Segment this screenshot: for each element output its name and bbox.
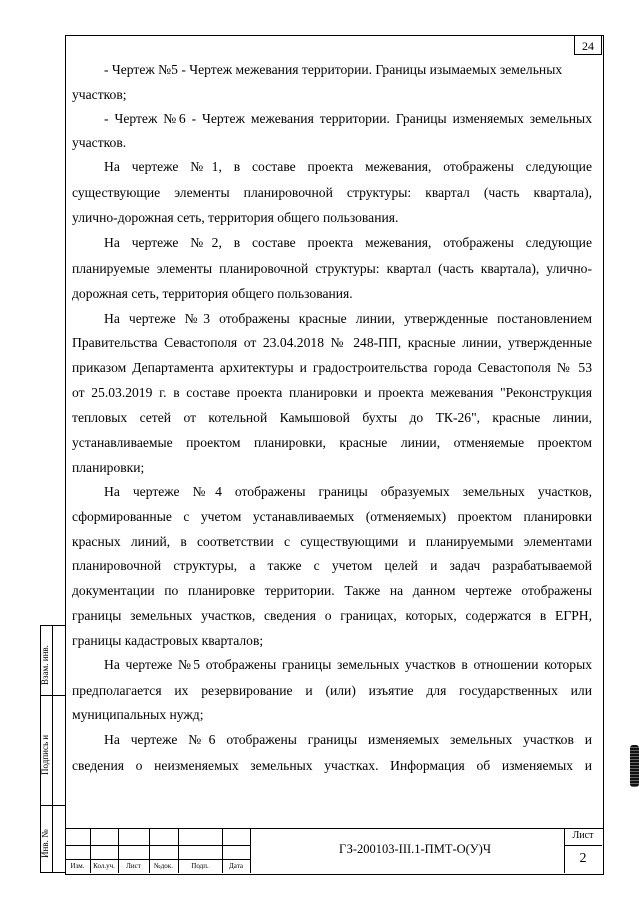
title-block-col-line [250, 828, 251, 873]
text-line: На чертеже №2, в составе проекта межевания, отображены следующие [104, 235, 592, 250]
title-block-top-line [65, 828, 603, 829]
text-line: приказом Департамента архитектуры и градостроительства города Севастополя № 53 [72, 360, 592, 375]
side-stamp-divider [52, 625, 66, 873]
text-line: На чертеже №6 отображены границы изменяемых земельных участков и [104, 732, 592, 747]
text-line: планируемые элементы планировочной структуры: квартал (часть квартала), улично- [72, 261, 592, 276]
sheet-number: 2 [579, 851, 587, 866]
text-line: планировки; [72, 460, 145, 475]
podpis-label: Подпись и [40, 734, 50, 775]
col-label-ndok: №док. [154, 862, 173, 870]
text-line: существующие элементы планировочной структуры: квартал (часть квартала), [72, 185, 592, 200]
text-line: границы земельных участков, сведения о границах, которых, содержатся в ЕГРН, [72, 608, 592, 623]
page-number: 24 [574, 35, 602, 55]
text-line: На чертеже №4 отображены границы образуемых земельных участков, [104, 484, 592, 499]
text-line: границы кадастровых кварталов; [72, 633, 264, 648]
document-code: ГЗ-200103-III.1-ПМТ-О(У)Ч [339, 842, 491, 856]
sheet-label: Лист [572, 830, 594, 841]
vzam-inv-label: Взам. инв. [40, 645, 50, 685]
inv-no-label: Инв. № [40, 829, 50, 858]
col-label-data: Дата [229, 862, 243, 870]
text-line: сформированные с учетом устанавливаемых (отменяемых) проектом планировки [72, 509, 592, 524]
side-stamp-row-line [40, 695, 66, 696]
text-line: сведения о неизменяемых земельных участках. Информация об изменяемых и [72, 758, 592, 773]
text-line: тепловых сетей от котельной Камышовой бухты до ТК-26", красные линии, [72, 410, 592, 425]
col-label-podp: Подп. [191, 862, 209, 870]
text-line: планировочной структуры, а также с учетом целей и задач разрабатываемой [72, 558, 592, 573]
sheet-cell-line [564, 845, 602, 846]
text-line: предполагается их резервирование и (или) изъятие для государственных или [72, 683, 592, 698]
text-line: участков; [72, 87, 127, 102]
text-line: - Чертеж №6 - Чертеж межевания территории. Границы изменяемых земельных [104, 111, 592, 126]
binding-edge-mark [630, 745, 639, 787]
text-line: участков. [72, 135, 127, 150]
col-label-izm: Изм. [70, 862, 85, 870]
text-line: дорожная сеть, территория общего пользования. [72, 286, 353, 301]
col-label-kol-uch: Кол.уч. [93, 862, 115, 870]
text-line: улично-дорожная сеть, территория общего пользования. [72, 210, 399, 225]
text-line: муниципальных нужд; [72, 707, 204, 722]
text-line: Правительства Севастополя от 23.04.2018 № 248-ПП, красные линии, утвержденные [72, 335, 592, 350]
text-line: документации по планировке территории. Также на данном чертеже отображены [72, 583, 592, 598]
text-line: устанавливаемые проектом планировки, красные линии, отменяемые проектом [72, 435, 592, 450]
text-line: - Чертеж №5 - Чертеж межевания территории. Границы изымаемых земельных [104, 62, 563, 77]
col-label-list: Лист [126, 862, 141, 870]
text-line: На чертеже №1, в составе проекта межевания, отображены следующие [104, 159, 592, 174]
text-line: На чертеже №3 отображены красные линии, утвержденные постановлением [104, 311, 592, 326]
text-line: На чертеже №5 отображены границы земельных участков в отношении которых [104, 657, 592, 672]
side-stamp-row-line [40, 805, 66, 806]
text-line: красных линий, в соответствии с существующими и планируемыми элементами [72, 534, 592, 549]
text-line: от 25.03.2019 г. в составе проекта планировки и проекта межевания "Реконструкция [72, 385, 592, 400]
